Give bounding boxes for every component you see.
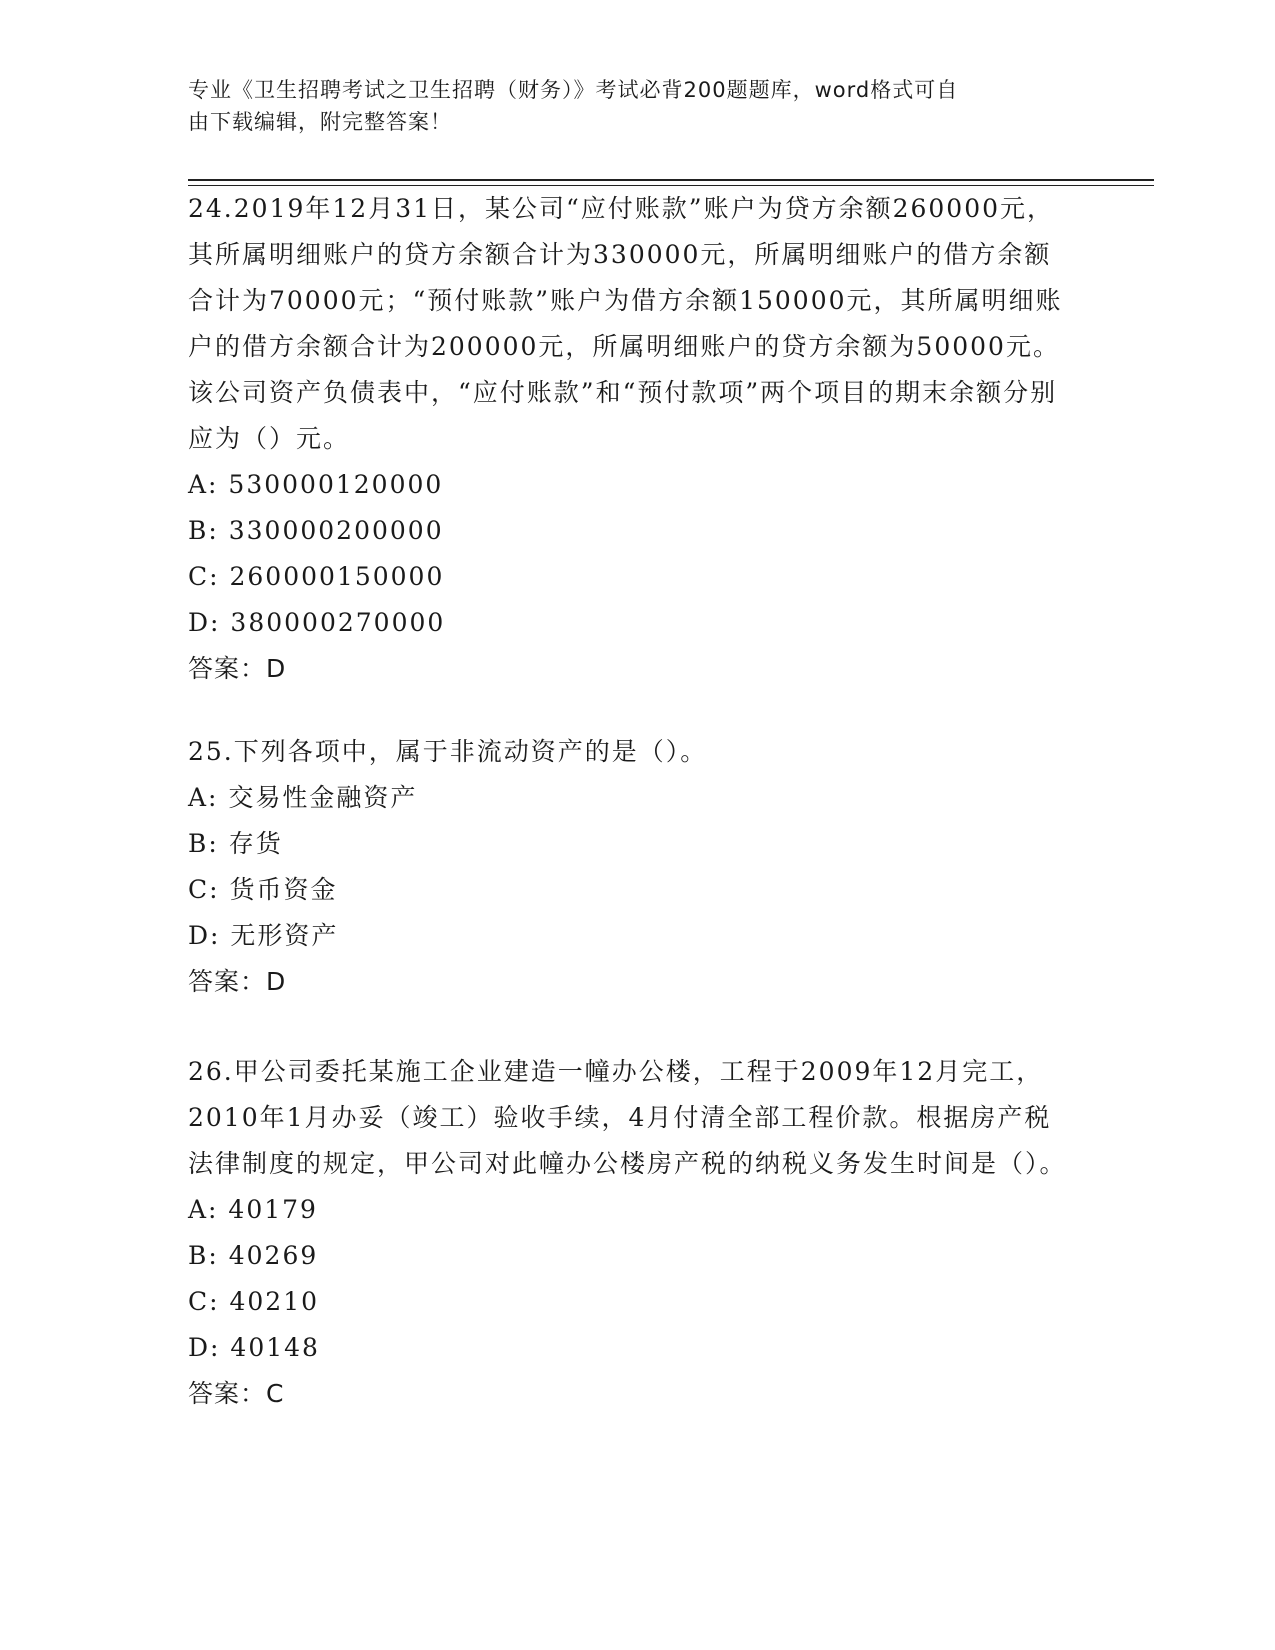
option-d: D: 40148 — [188, 1333, 320, 1362]
option-d: D: 380000270000 — [188, 608, 446, 637]
option-a: A: 交易性金融资产 — [188, 783, 418, 812]
question-stem: 25.下列各项中，属于非流动资产的是（）。 — [188, 737, 708, 766]
option-list — [188, 775, 1078, 959]
option-c: C: 260000150000 — [188, 562, 445, 591]
option-c: C: 40210 — [188, 1287, 320, 1316]
option-b: B: 40269 — [188, 1241, 319, 1270]
question-stem: 24.2019年12月31日，某公司“应付账款”账户为贷方余额260000元，其所属明细账户的贷方余额合计为330000元，所属明细账户的借方余额合计为70000元；“预付账款”账户为借方余额150000元，其所属明细账户的借方余额合计为200000元，所属明细账户的贷方余额为50000元。该公司资产负债表中，“应付账款”和“预付款项”两个项目的期末余额分别应为（）元。 — [188, 194, 1063, 453]
option-a: A: 530000120000 — [188, 470, 444, 499]
option-b: B: 330000200000 — [188, 516, 444, 545]
option-d: D: 无形资产 — [188, 921, 339, 950]
answer-line: 答案：C — [188, 1379, 285, 1408]
answer-line: 答案：D — [188, 967, 287, 996]
option-c: C: 货币资金 — [188, 875, 338, 904]
option-b: B: 存货 — [188, 829, 283, 858]
header-line-1: 专业《卫生招聘考试之卫生招聘（财务）》考试必背200题题库，word格式可自 — [188, 78, 959, 102]
option-list — [188, 1187, 1078, 1371]
option-list — [188, 462, 1078, 646]
question-25 — [188, 729, 1078, 1005]
page-header — [188, 74, 1068, 138]
header-divider-thick — [188, 179, 1154, 181]
header-line-2: 由下载编辑，附完整答案！ — [188, 110, 452, 134]
option-a: A: 40179 — [188, 1195, 318, 1224]
question-24 — [188, 186, 1078, 692]
question-26 — [188, 1049, 1078, 1417]
question-stem: 26.甲公司委托某施工企业建造一幢办公楼，工程于2009年12月完工，2010年1月办妥（竣工）验收手续，4月付清全部工程价款。根据房产税法律制度的规定，甲公司对此幢办公楼房产税的纳税义务发生时间是（）。 — [188, 1057, 1067, 1178]
answer-line: 答案：D — [188, 654, 287, 683]
